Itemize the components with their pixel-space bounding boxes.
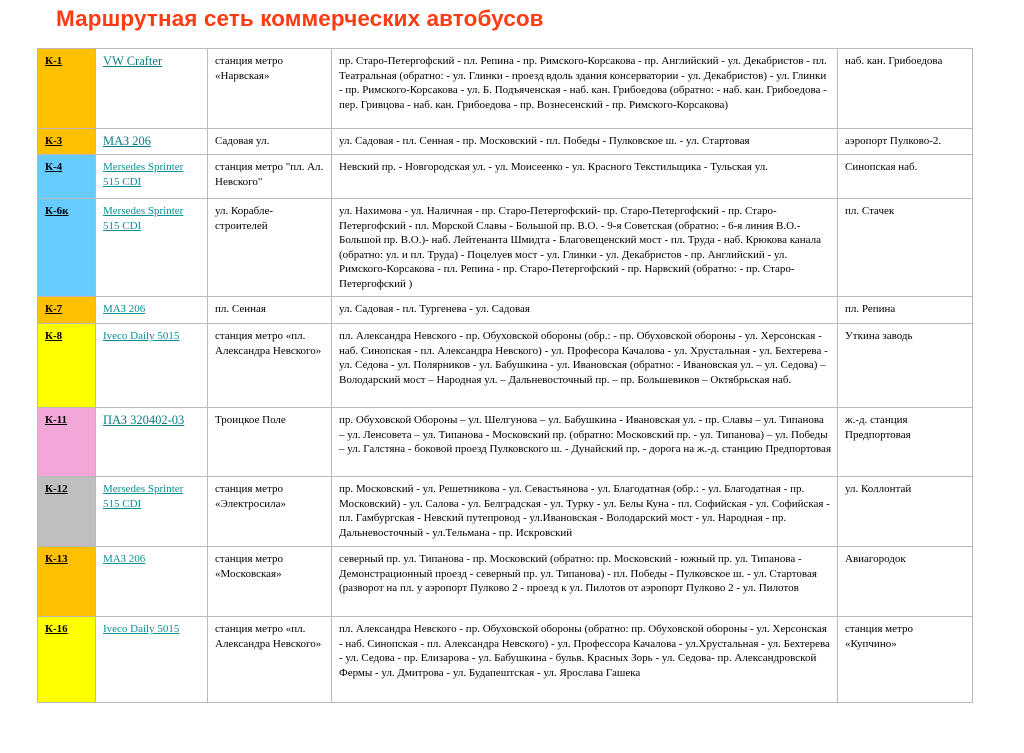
route-path: ул. Садовая - пл. Сенная - пр. Московский - пл. Победы - Пулковское ш. - ул. Стартовая xyxy=(332,129,838,155)
bus-model-cell xyxy=(96,617,208,703)
route-code[interactable]: К-12 xyxy=(38,477,96,547)
bus-model-cell xyxy=(96,199,208,297)
table-row xyxy=(38,155,973,199)
route-code[interactable]: К-11 xyxy=(38,408,96,477)
bus-model-link[interactable]: Mersedes Sprinter 515 CDI xyxy=(103,205,184,232)
table-row xyxy=(38,408,973,477)
route-code[interactable]: К-13 xyxy=(38,547,96,617)
end-stop: станция метро «Купчино» xyxy=(838,617,973,703)
end-stop: Синопская наб. xyxy=(838,155,973,199)
table-row xyxy=(38,49,973,129)
route-code[interactable]: К-8 xyxy=(38,324,96,408)
start-stop: Садовая ул. xyxy=(208,129,332,155)
start-stop: станция метро «Электросила» xyxy=(208,477,332,547)
page-title: Маршрутная сеть коммерческих автобусов xyxy=(56,6,544,31)
route-code[interactable]: К-6к xyxy=(38,199,96,297)
table-row xyxy=(38,129,973,155)
routes-table xyxy=(37,48,973,703)
start-stop: пл. Сенная xyxy=(208,297,332,324)
route-path: Невский пр. - Новгородская ул. - ул. Моисеенко - ул. Красного Текстильщика - Тульская ул. xyxy=(332,155,838,199)
start-stop: станция метро «Московская» xyxy=(208,547,332,617)
end-stop: Уткина заводь xyxy=(838,324,973,408)
bus-model-link[interactable]: Iveco Daily 5015 xyxy=(103,623,180,635)
table-row xyxy=(38,617,973,703)
bus-model-cell xyxy=(96,297,208,324)
bus-model-link[interactable]: VW Crafter xyxy=(103,54,163,68)
route-path: ул. Садовая - пл. Тургенева - ул. Садовая xyxy=(332,297,838,324)
table-row xyxy=(38,297,973,324)
bus-model-cell xyxy=(96,324,208,408)
route-path: северный пр. ул. Типанова - пр. Московский (обратно: пр. Московский - южный пр. ул. Типанова - Демонстрационный проезд - северный пр. ул. Типанова) - пл. Победы - Пулковское ш. - ул. Стартовая (разворот на пл. у аэропорт Пулково 2 - проезд к ул. Пилотов от аэропорт Пулково 2 - ул. Пилотов xyxy=(332,547,838,617)
end-stop: пл. Стачек xyxy=(838,199,973,297)
start-stop: станция метро "пл. Ал. Невского" xyxy=(208,155,332,199)
table-row xyxy=(38,324,973,408)
route-path: пр. Старо-Петергофский - пл. Репина - пр. Римского-Корсакова - пр. Английский - ул. Декабристов - пл. Театральная (обратно: - ул. Глинки - проезд вдоль здания консерватории - ул. Декабристов) - ул. Глинки - пр. Римского-Корсакова - ул. Б. Подъяченская - наб. кан. Грибоедова (обратно: - наб. кан. Грибоедова - пер. Гривцова - наб. кан. Грибоедова - пр. Вознесенский - пр. Римского-Корсакова) xyxy=(332,49,838,129)
route-path: пл. Александра Невского - пр. Обуховской обороны (обратно: пр. Обуховской обороны - ул. Херсонская - наб. Синопская - пл. Александра Невского) - ул. Профессора Качалова - ул.Хрустальная - ул. Бехтерева - ул. Седова - пр. Елизарова - ул. Бабушкина - бульв. Красных Зорь - ул. Седова- пр. Александровской Фермы - ул. Дмитрова - ул. Будапештская - ул. Ярослава Гашека xyxy=(332,617,838,703)
bus-model-cell xyxy=(96,155,208,199)
bus-model-link[interactable]: Iveco Daily 5015 xyxy=(103,330,180,342)
route-path: ул. Нахимова - ул. Наличная - пр. Старо-Петергофский- пр. Старо-Петергофский - пр. Старо-Петергофский - пл. Морской Славы - Большой пр. В.О. - 9-я Советская (обратно: - 6-я линия В.О.- Большой пр. В.О.)- наб. Лейтенанта Шмидта - Благовещенский мост - пл. Труда - наб. Крюкова канала (обратно: ул. и пл. Труда) - Поцелуев мост - ул. Глинки - ул. Декабристов - пр. Английский - ул. Римского-Корсакова - пл. Репина - пр. Старо-Петергофский - пр. Нарвский (обратно: - пр. Старо-Петергофский ) xyxy=(332,199,838,297)
bus-model-cell xyxy=(96,547,208,617)
table-row xyxy=(38,199,973,297)
bus-model-link[interactable]: Mersedes Sprinter 515 CDI xyxy=(103,161,184,188)
bus-model-cell xyxy=(96,129,208,155)
route-code[interactable]: К-16 xyxy=(38,617,96,703)
start-stop: станция метро «пл. Александра Невского» xyxy=(208,617,332,703)
bus-model-cell xyxy=(96,408,208,477)
route-path: пр. Московский - ул. Решетникова - ул. Севастьянова - ул. Благодатная (обр.: - ул. Благодатная - пр. Московский) - ул. Салова - ул. Белградская - ул. Турку - ул. Белы Куна - пл. Софийская - ул. Софийская - пл. Гамбургская - Невский путепровод - ул.Ивановская - Володарский мост - ул. Народная - пр. Дальневосточный - ул.Тельмана - пр. Искровский xyxy=(332,477,838,547)
end-stop: ул. Коллонтай xyxy=(838,477,973,547)
bus-model-link[interactable]: Mersedes Sprinter 515 CDI xyxy=(103,483,184,510)
bus-model-link[interactable]: МАЗ 206 xyxy=(103,303,146,315)
end-stop: аэропорт Пулково-2. xyxy=(838,129,973,155)
bus-model-link[interactable]: ПАЗ 320402-03 xyxy=(103,413,185,427)
table-row xyxy=(38,477,973,547)
start-stop: станция метро «пл. Александра Невского» xyxy=(208,324,332,408)
bus-model-cell xyxy=(96,477,208,547)
table-row xyxy=(38,547,973,617)
start-stop: Троицкое Поле xyxy=(208,408,332,477)
end-stop: наб. кан. Грибоедова xyxy=(838,49,973,129)
route-path: пр. Обуховской Обороны – ул. Шелгунова – ул. Бабушкина - Ивановская ул. - пр. Славы – ул. Типанова – ул. Ленсовета – ул. Типанова - Московский пр. (обратно: Московский пр. - ул. Типанова) – ул. Победы – ул. Галстяна - боковой проезд Пулковского ш. - Дунайский пр. - дорога на ж.-д. станцию Предпортовая xyxy=(332,408,838,477)
route-path: пл. Александра Невского - пр. Обуховской обороны (обр.: - пр. Обуховской обороны - ул. Херсонская - наб. Синопская - пл. Александра Невского) - ул. Професора Качалова - ул. Хрустальная - ул. Бехтерева - ул. Седова - ул. Полярников - ул. Бабушкина - ул. Ивановская (обратно: - Ивановская ул. – ул. Седова) – Володарский мост – Народная ул. – Дальневосточный пр. – пр. Большевиков – Октябрьская наб. xyxy=(332,324,838,408)
route-code[interactable]: К-3 xyxy=(38,129,96,155)
route-code[interactable]: К-1 xyxy=(38,49,96,129)
start-stop: станция метро «Нарвская» xyxy=(208,49,332,129)
end-stop: Авиагородок xyxy=(838,547,973,617)
bus-model-link[interactable]: МАЗ 206 xyxy=(103,134,151,148)
bus-model-cell xyxy=(96,49,208,129)
end-stop: пл. Репина xyxy=(838,297,973,324)
start-stop: ул. Корабле-строителей xyxy=(208,199,332,297)
end-stop: ж.-д. станция Предпортовая xyxy=(838,408,973,477)
bus-model-link[interactable]: МАЗ 206 xyxy=(103,553,146,565)
route-code[interactable]: К-7 xyxy=(38,297,96,324)
route-code[interactable]: К-4 xyxy=(38,155,96,199)
